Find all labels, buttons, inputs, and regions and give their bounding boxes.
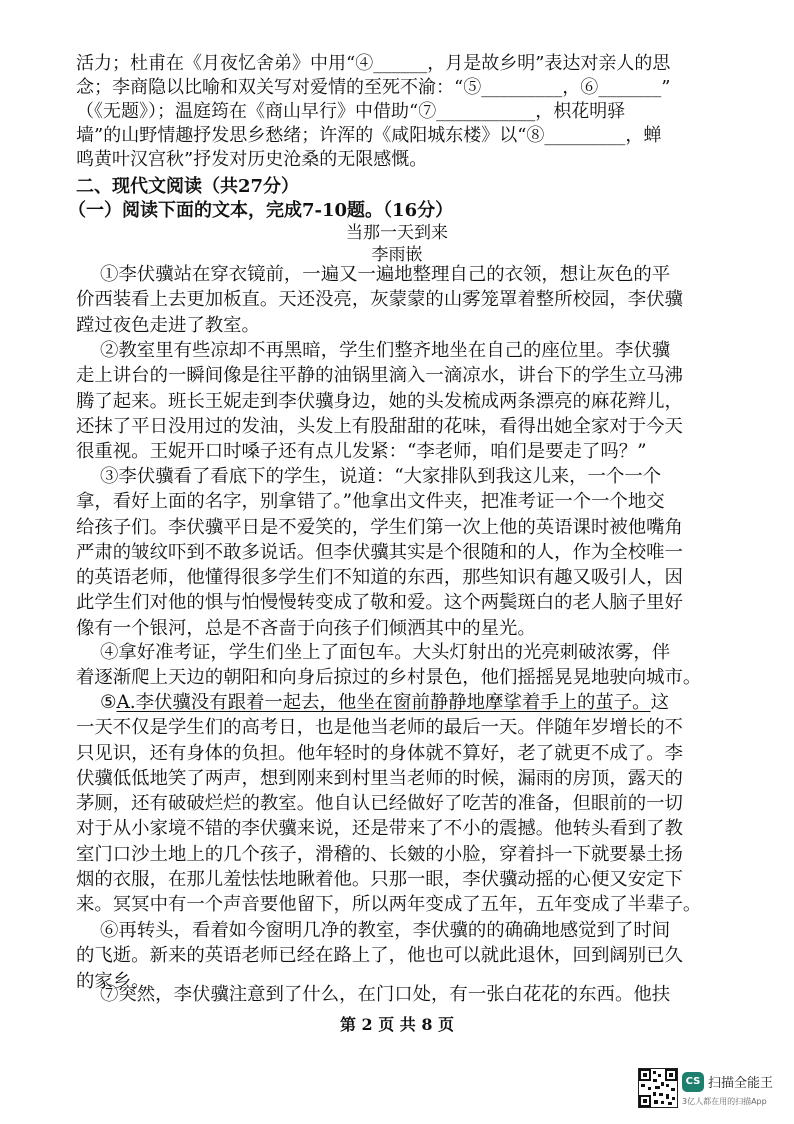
text-line: ⑥再转头，看着如今窗明几净的教室，李伏骥的的确确地感觉到了时间 xyxy=(100,920,671,941)
watermark-tagline: 3亿人都在用的扫描App xyxy=(682,1097,767,1106)
text-line: 严肃的皱纹吓到不敢多说话。但李伏骥其实是个很随和的人，作为全校唯一 xyxy=(76,541,683,563)
text-line: 鸣黄叶汉宫秋”抒发对历史沧桑的无限感慨。 xyxy=(76,149,428,170)
text-line: ②教室里有些凉却不再黑暗，学生们整齐地坐在自己的座位里。李伏骥 xyxy=(100,340,671,361)
text-line: 活力；杜甫在《月夜忆舍弟》中用“④______，月是故乡明”表达对亲人的思 xyxy=(76,53,671,74)
article-title: 当那一天到来 xyxy=(346,223,448,243)
text-line: 很重视。王妮开口时嗓子还有点儿发紧：“李老师，咱们是要走了吗？” xyxy=(76,441,647,463)
paragraph-4 xyxy=(76,640,724,691)
text-line: 走上讲台的一瞬间像是往平静的油锅里滴入一滴凉水，讲台下的学生立马沸 xyxy=(76,365,683,387)
para-marker: ⑤ xyxy=(100,692,117,713)
text-line: 念；李商隐以比喻和双关写对爱情的至死不渝：“⑤_________，⑥_______” xyxy=(76,77,671,98)
text-line: 的英语老师，他懂得很多学生们不知道的东西，那些知识有趣又吸引人，因 xyxy=(76,567,683,589)
text-line: 腾了起来。班长王妮走到李伏骥身边，她的头发梳成两条漂亮的麻花辫儿， xyxy=(76,390,683,412)
paragraph-7 xyxy=(76,982,724,1007)
paragraph-1 xyxy=(76,262,724,338)
text-line: ④拿好准考证，学生们坐上了面包车。大头灯射出的光亮刺破浓雾，伴 xyxy=(100,642,671,663)
text-line: 一天不仅是学生们的高考日，也是他当老师的最后一天。伴随年岁增长的不 xyxy=(76,717,683,739)
section-heading: 二、现代文阅读（共27分） xyxy=(76,176,300,197)
page-number: 第 2 页 共 8 页 xyxy=(339,1015,455,1034)
text-line: 还抹了平日没用过的发油，头发上有股甜甜的花味，看得出她全家对于今天 xyxy=(76,415,683,437)
text-line: 来。冥冥中有一个声音要他留下，所以两年变成了五年，五年变成了半辈子。 xyxy=(76,894,702,916)
text-line: 茅厕，还有破破烂烂的教室。他自认已经做好了吃苦的准备，但眼前的一切 xyxy=(76,793,683,815)
camscanner-logo-icon: CS xyxy=(682,1072,704,1092)
text-line: 给孩子们。李伏骥平日是不爱笑的，学生们第一次上他的英语课时被他嘴角 xyxy=(76,516,683,538)
text-line: 的家乡。 xyxy=(76,970,150,992)
text-line: 伏骥低低地笑了两声，想到刚来到村里当老师的时候，漏雨的房顶，露天的 xyxy=(76,767,683,789)
scanner-watermark xyxy=(632,1062,782,1114)
subsection-heading: （一）阅读下面的文本，完成7-10题。（16分） xyxy=(68,200,454,221)
qr-code-icon xyxy=(638,1068,678,1108)
paragraph-3 xyxy=(76,464,724,641)
text-line: 对于从小家境不错的李伏骥来说，还是带来了不小的震撼。他转头看到了教 xyxy=(76,818,683,840)
article-author: 李雨嵌 xyxy=(371,245,423,265)
text-line: 烟的衣服，在那儿羞怯怯地瞅着他。只那一眼，李伏骥动摇的心便又安定下 xyxy=(76,869,683,891)
underlined-sentence-a: A.李伏骥没有跟着一起去，他坐在窗前静静地摩挲着手上的茧子。 xyxy=(116,692,651,713)
text-line: 价西装看上去更加板直。天还没亮，灰蒙蒙的山雾笼罩着整所校园，李伏骥 xyxy=(76,289,683,311)
text-line: 墙”的山野情趣抒发思乡愁绪；许浑的《咸阳城东楼》以“⑧_________，蝉 xyxy=(76,125,662,146)
poetry-fill-in-section xyxy=(76,52,716,172)
text-line: ⑦突然，李伏骥注意到了什么，在门口处，有一张白花花的东西。他扶 xyxy=(100,984,671,1005)
text-line: 拿，看好上面的名字，别拿错了。”他拿出文件夹，把准考证一个一个地交 xyxy=(76,491,665,513)
text-line: 此学生们对他的惧与怕慢慢转变成了敬和爱。这个两鬓斑白的老人脑子里好 xyxy=(76,592,683,614)
line-tail: 这 xyxy=(650,692,669,713)
text-line: 着逐渐爬上天边的朝阳和向身后掠过的乡村景色，他们摇摇晃晃地驶向城市。 xyxy=(76,667,702,689)
watermark-app-name: 扫描全能王 xyxy=(708,1076,774,1091)
text-line: ①李伏骥站在穿衣镜前，一遍又一遍地整理自己的衣领，想让灰色的平 xyxy=(100,264,671,285)
paragraph-2 xyxy=(76,338,724,464)
text-line: 蹚过夜色走进了教室。 xyxy=(76,314,260,336)
text-line: ③李伏骥看了看底下的学生，说道：“大家排队到我这儿来，一个一个 xyxy=(100,466,662,487)
text-line: （《无题》）；温庭筠在《商山早行》中借助“⑦___________，枳花明驿 xyxy=(76,101,626,122)
paragraph-5 xyxy=(76,690,724,918)
text-line: 的飞逝。新来的英语老师已经在路上了，他也可以就此退休，回到阔别已久 xyxy=(76,945,683,967)
text-line: 只见识，还有身体的负担。他年轻时的身体就不算好，老了就更不成了。李 xyxy=(76,742,683,764)
text-line: 室门口沙土地上的几个孩子，滑稽的、长皴的小脸，穿着抖一下就要暴土扬 xyxy=(76,843,683,865)
text-line: 像有一个银河，总是不吝啬于向孩子们倾洒其中的星光。 xyxy=(76,617,536,639)
text-line-with-underline xyxy=(76,690,724,715)
